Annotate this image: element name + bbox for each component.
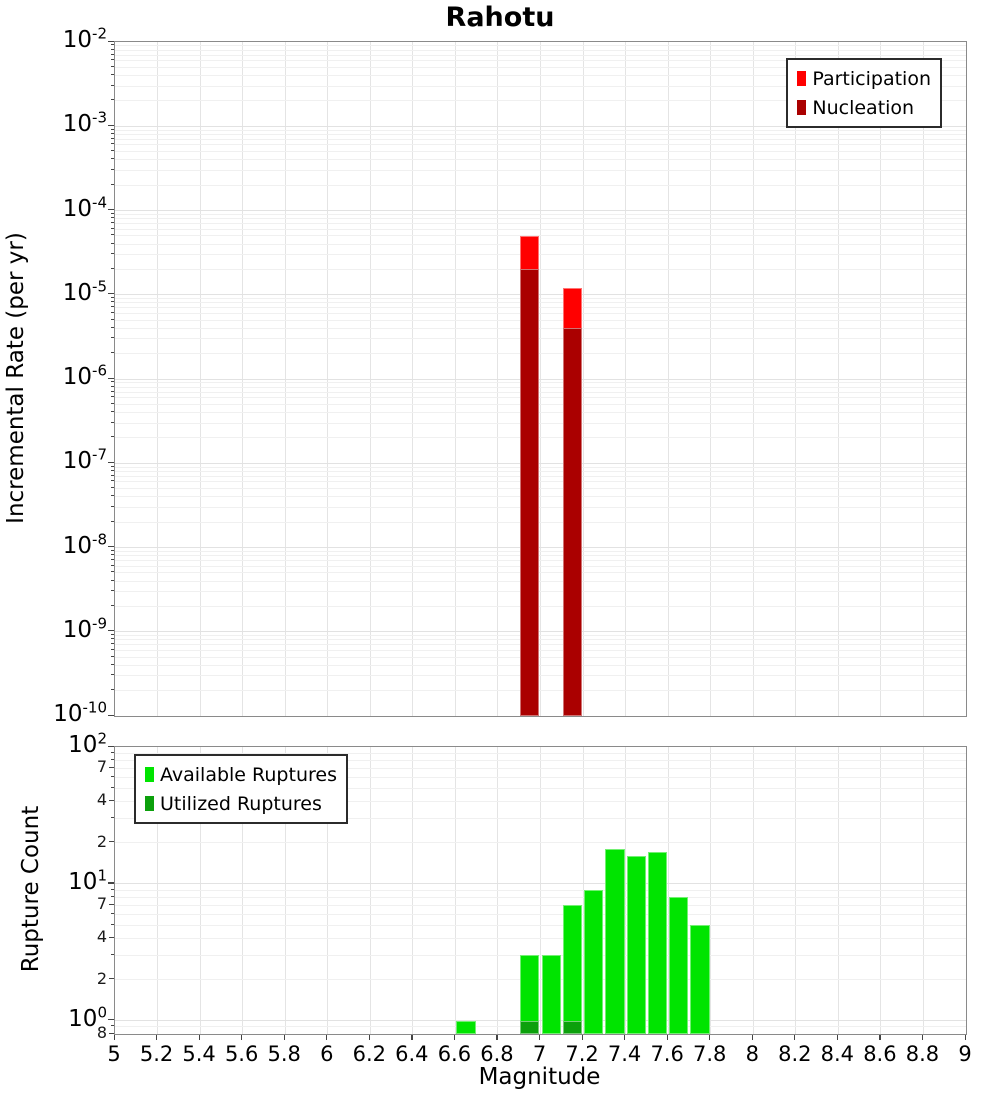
nucleation-bar — [563, 328, 582, 716]
gridline-minor — [115, 581, 966, 582]
gridline-minor — [115, 690, 966, 691]
gridline-minor — [115, 507, 966, 508]
y-tick-label: $10^{-2}$ — [62, 24, 107, 53]
gridline-minor — [115, 404, 966, 405]
y-minor-tick — [111, 301, 114, 302]
available-ruptures-bar — [648, 852, 667, 1034]
gridline-minor — [115, 657, 966, 658]
gridline-minor — [115, 488, 966, 489]
y-minor-tick — [111, 54, 114, 55]
y-minor-tick — [111, 605, 114, 606]
x-tick-label: 8 — [745, 1042, 759, 1066]
gridline-minor — [115, 412, 966, 413]
y-major-tick — [108, 378, 114, 379]
gridline-minor — [115, 591, 966, 592]
gridline-minor — [115, 897, 966, 898]
y-minor-tick — [109, 1033, 114, 1034]
y-minor-tick — [111, 506, 114, 507]
gridline-minor — [115, 269, 966, 270]
gridline-minor — [115, 151, 966, 152]
y-minor-tick — [111, 643, 114, 644]
gridline-minor — [115, 955, 966, 956]
y-minor-tick — [111, 133, 114, 134]
y-minor-tick — [111, 99, 114, 100]
x-tick — [454, 1035, 455, 1040]
x-tick — [624, 1035, 625, 1040]
y-tick-label: $10^{-3}$ — [62, 108, 107, 138]
x-tick — [284, 1035, 285, 1040]
gridline-minor — [115, 320, 966, 321]
y-minor-tick-label: 4 — [96, 927, 107, 947]
gridline-minor — [115, 496, 966, 497]
gridline-minor — [115, 244, 966, 245]
x-tick — [496, 1035, 497, 1040]
y-minor-tick — [111, 470, 114, 471]
gridline-minor — [115, 979, 966, 980]
gridline-minor — [115, 298, 966, 299]
y-minor-tick — [111, 436, 114, 437]
x-tick-label: 5.4 — [182, 1042, 216, 1066]
y-minor-tick — [111, 222, 114, 223]
y-minor-tick — [111, 297, 114, 298]
x-tick — [156, 1035, 157, 1040]
available-ruptures-bar — [563, 905, 582, 1034]
nucleation-bar — [520, 269, 539, 716]
gridline-minor — [115, 159, 966, 160]
y-minor-tick — [111, 674, 114, 675]
y-minor-tick — [111, 817, 114, 818]
y-minor-tick — [111, 312, 114, 313]
x-tick — [582, 1035, 583, 1040]
gridline-minor — [115, 229, 966, 230]
y-minor-tick — [111, 480, 114, 481]
gridline-minor — [115, 665, 966, 666]
y-minor-tick — [111, 129, 114, 130]
gridline-minor — [115, 606, 966, 607]
y-minor-tick — [111, 268, 114, 269]
x-tick — [879, 1035, 880, 1040]
x-tick-label: 5 — [107, 1042, 121, 1066]
x-tick — [752, 1035, 753, 1040]
x-tick-label: 6 — [320, 1042, 334, 1066]
legend-label-nucleation: Nucleation — [812, 96, 915, 119]
x-tick-label: 6.6 — [437, 1042, 472, 1066]
y-minor-tick — [111, 571, 114, 572]
gridline-minor — [115, 130, 966, 131]
x-tick — [709, 1035, 710, 1040]
y-tick-label: $10^{-9}$ — [62, 614, 107, 643]
y-minor-tick — [109, 841, 114, 842]
x-tick — [241, 1035, 242, 1040]
y-minor-tick — [111, 59, 114, 60]
gridline-major — [115, 547, 966, 548]
y-minor-tick — [111, 217, 114, 218]
y-minor-tick-label: 2 — [96, 831, 107, 851]
x-tick — [965, 1035, 966, 1040]
gridline-minor — [115, 467, 966, 468]
utilized-ruptures-bar — [563, 1021, 582, 1034]
gridline-minor — [115, 522, 966, 523]
gridline-minor — [115, 313, 966, 314]
x-tick-label: 7.8 — [692, 1042, 727, 1066]
gridline-minor — [115, 45, 966, 46]
y-major-tick — [108, 125, 114, 126]
gridline-minor — [115, 890, 966, 891]
gridline-minor — [115, 185, 966, 186]
x-tick-label: 9 — [958, 1042, 972, 1066]
y-major-tick — [108, 209, 114, 210]
gridline-minor — [115, 50, 966, 51]
gridline-minor — [115, 55, 966, 56]
available-ruptures-swatch — [145, 767, 154, 782]
y-minor-tick — [111, 487, 114, 488]
x-tick-label: 7.6 — [650, 1042, 684, 1066]
y-minor-tick-label: 8 — [96, 1023, 107, 1042]
x-tick — [199, 1035, 200, 1040]
gridline-minor — [115, 481, 966, 482]
x-axis-label: Magnitude — [478, 1064, 601, 1090]
y-minor-tick — [111, 74, 114, 75]
y-minor-tick — [111, 228, 114, 229]
x-tick-label: 5.2 — [139, 1042, 174, 1066]
y-major-tick — [108, 630, 114, 631]
y-tick-label: $10^{-5}$ — [62, 277, 107, 306]
y-minor-tick — [111, 391, 114, 392]
y-minor-tick — [111, 924, 114, 925]
gridline-minor — [115, 134, 966, 135]
y-major-tick — [108, 462, 114, 463]
gridline-major — [115, 1020, 966, 1021]
x-tick — [837, 1035, 838, 1040]
available-ruptures-bar — [627, 856, 646, 1034]
gridline-minor — [115, 566, 966, 567]
gridline-major — [115, 631, 966, 632]
y-minor-tick — [111, 759, 114, 760]
y-minor-tick — [111, 656, 114, 657]
gridline-major — [115, 883, 966, 884]
y-major-tick — [108, 715, 114, 716]
gridline-minor — [115, 397, 966, 398]
gridline-minor — [115, 471, 966, 472]
y-minor-tick — [111, 184, 114, 185]
chart-title: Rahotu — [445, 2, 555, 33]
legend — [134, 754, 348, 824]
y-minor-tick — [111, 85, 114, 86]
y-minor-tick — [111, 158, 114, 159]
gridline-minor — [115, 1026, 966, 1027]
y-minor-tick — [111, 889, 114, 890]
y-minor-tick — [111, 381, 114, 382]
gridline-minor — [115, 650, 966, 651]
gridline-minor — [115, 170, 966, 171]
y-tick-label: $10^1$ — [68, 866, 107, 895]
x-tick — [326, 1035, 327, 1040]
y-minor-tick — [111, 521, 114, 522]
y-minor-tick — [111, 787, 114, 788]
gridline-minor — [115, 338, 966, 339]
y-minor-tick — [111, 327, 114, 328]
legend-item-participation — [797, 64, 931, 93]
x-tick-label: 8.6 — [863, 1042, 897, 1066]
y-minor-tick — [111, 664, 114, 665]
y-minor-tick — [109, 937, 114, 938]
available-ruptures-bar — [690, 925, 709, 1034]
participation-swatch — [797, 71, 806, 86]
y-minor-tick — [111, 403, 114, 404]
y-minor-tick — [111, 243, 114, 244]
y-minor-tick — [111, 396, 114, 397]
available-ruptures-bar — [542, 955, 561, 1034]
y-minor-tick — [111, 306, 114, 307]
y-major-tick — [108, 41, 114, 42]
y-minor-tick — [111, 49, 114, 50]
x-tick-label: 5.6 — [224, 1042, 259, 1066]
y-tick-label: $10^{-6}$ — [62, 361, 107, 390]
y-minor-tick — [111, 466, 114, 467]
y-minor-tick — [111, 954, 114, 955]
utilized-ruptures-bar — [520, 1021, 539, 1034]
y-minor-tick — [111, 319, 114, 320]
y-minor-tick — [111, 422, 114, 423]
y-minor-tick — [111, 896, 114, 897]
legend-label-participation: Participation — [812, 67, 931, 90]
y-minor-tick-label: 4 — [96, 790, 107, 810]
gridline-minor — [115, 382, 966, 383]
available-ruptures-bar — [669, 897, 688, 1034]
y-minor-tick — [111, 213, 114, 214]
x-tick-label: 5.8 — [267, 1042, 301, 1066]
gridline-minor — [115, 560, 966, 561]
y-tick-label: $10^{-10}$ — [53, 698, 107, 727]
x-tick — [411, 1035, 412, 1040]
gridline-major — [115, 379, 966, 380]
gridline-minor — [115, 842, 966, 843]
y-minor-tick — [109, 800, 114, 801]
x-tick-label: 6.4 — [395, 1042, 429, 1066]
y-minor-tick-label: 2 — [96, 968, 107, 988]
utilized-ruptures-swatch — [145, 796, 154, 811]
y-major-tick — [108, 546, 114, 547]
gridline-minor — [115, 639, 966, 640]
gridline-major — [115, 210, 966, 211]
gridline-minor — [115, 302, 966, 303]
y-minor-tick — [111, 495, 114, 496]
gridline-minor — [115, 555, 966, 556]
gridline-minor — [115, 905, 966, 906]
y-minor-tick — [111, 638, 114, 639]
y-minor-tick — [111, 169, 114, 170]
gridline-minor — [115, 572, 966, 573]
y-minor-tick — [111, 150, 114, 151]
y-minor-tick — [111, 337, 114, 338]
y-minor-tick — [111, 386, 114, 387]
x-tick — [114, 1035, 115, 1040]
gridline-minor — [115, 476, 966, 477]
gridline-minor — [115, 214, 966, 215]
y-minor-tick — [111, 649, 114, 650]
available-ruptures-bar — [584, 890, 603, 1034]
y-minor-tick — [111, 411, 114, 412]
y-minor-tick — [111, 1025, 114, 1026]
gridline-minor — [115, 675, 966, 676]
x-tick-label: 7.2 — [565, 1042, 599, 1066]
y-tick-label: $10^{-8}$ — [62, 529, 107, 559]
gridline-minor — [115, 144, 966, 145]
x-tick-label: 8.4 — [820, 1042, 855, 1066]
nucleation-swatch — [797, 100, 806, 115]
gridline-minor — [115, 925, 966, 926]
gridline-minor — [115, 392, 966, 393]
gridline-minor — [115, 423, 966, 424]
x-tick-label: 7.4 — [607, 1042, 642, 1066]
gridline-minor — [115, 914, 966, 915]
gridline-minor — [115, 635, 966, 636]
x-tick-label: 8.8 — [905, 1042, 940, 1066]
gridline-minor — [115, 139, 966, 140]
legend-item-available-ruptures — [145, 760, 337, 789]
y-minor-tick — [111, 234, 114, 235]
y-minor-tick-label: 7 — [96, 894, 107, 914]
gridline-minor — [115, 254, 966, 255]
x-tick — [922, 1035, 923, 1040]
gridline-minor — [115, 551, 966, 552]
bottom-y-axis-label: Rupture Count — [18, 805, 44, 973]
y-tick-label: $10^2$ — [68, 729, 107, 758]
gridline-major — [115, 294, 966, 295]
bottom-panel — [114, 746, 967, 1035]
gridline-minor — [115, 387, 966, 388]
gridline-minor — [115, 437, 966, 438]
y-minor-tick — [111, 634, 114, 635]
legend — [786, 58, 942, 128]
y-major-tick — [108, 882, 114, 883]
x-tick — [369, 1035, 370, 1040]
top-panel — [114, 41, 967, 717]
top-y-axis-label: Incremental Rate (per yr) — [3, 232, 29, 524]
y-tick-label: $10^{-4}$ — [62, 192, 107, 222]
x-tick-label: 8.2 — [778, 1042, 812, 1066]
y-minor-tick — [111, 559, 114, 560]
y-minor-tick — [111, 143, 114, 144]
gridline-minor — [115, 644, 966, 645]
y-minor-tick — [109, 767, 114, 768]
y-minor-tick — [111, 138, 114, 139]
gridline-minor — [115, 353, 966, 354]
x-tick — [794, 1035, 795, 1040]
available-ruptures-bar — [456, 1021, 475, 1034]
legend-label-available-ruptures: Available Ruptures — [160, 763, 337, 786]
y-minor-tick — [111, 550, 114, 551]
legend-item-nucleation — [797, 93, 931, 122]
y-major-tick — [108, 293, 114, 294]
y-major-tick — [108, 1019, 114, 1020]
y-minor-tick — [111, 44, 114, 45]
y-tick-label: $10^{-7}$ — [62, 445, 107, 475]
y-minor-tick — [111, 554, 114, 555]
gridline-major — [115, 463, 966, 464]
y-minor-tick — [111, 253, 114, 254]
gridline-minor — [115, 235, 966, 236]
legend-item-utilized-ruptures — [145, 789, 337, 818]
gridline-minor — [115, 938, 966, 939]
y-major-tick — [108, 746, 114, 747]
available-ruptures-bar — [605, 849, 624, 1034]
y-minor-tick — [111, 565, 114, 566]
y-minor-tick — [109, 904, 114, 905]
gridline-minor — [115, 307, 966, 308]
gridline-minor — [115, 223, 966, 224]
y-minor-tick — [111, 689, 114, 690]
y-minor-tick — [109, 978, 114, 979]
gridline-minor — [115, 218, 966, 219]
x-tick — [667, 1035, 668, 1040]
y-minor-tick — [111, 590, 114, 591]
y-minor-tick-label: 7 — [96, 757, 107, 777]
y-minor-tick — [111, 66, 114, 67]
y-minor-tick — [111, 352, 114, 353]
gridline-minor — [115, 328, 966, 329]
x-tick-label: 6.2 — [352, 1042, 386, 1066]
x-tick — [539, 1035, 540, 1040]
y-minor-tick — [111, 580, 114, 581]
x-tick-label: 7 — [532, 1042, 547, 1066]
y-minor-tick — [111, 913, 114, 914]
x-tick-label: 6.8 — [480, 1042, 514, 1066]
y-tick-label: $10^0$ — [68, 1003, 107, 1032]
y-minor-tick — [111, 776, 114, 777]
y-minor-tick — [111, 752, 114, 753]
legend-label-utilized-ruptures: Utilized Ruptures — [160, 792, 322, 815]
y-minor-tick — [111, 475, 114, 476]
